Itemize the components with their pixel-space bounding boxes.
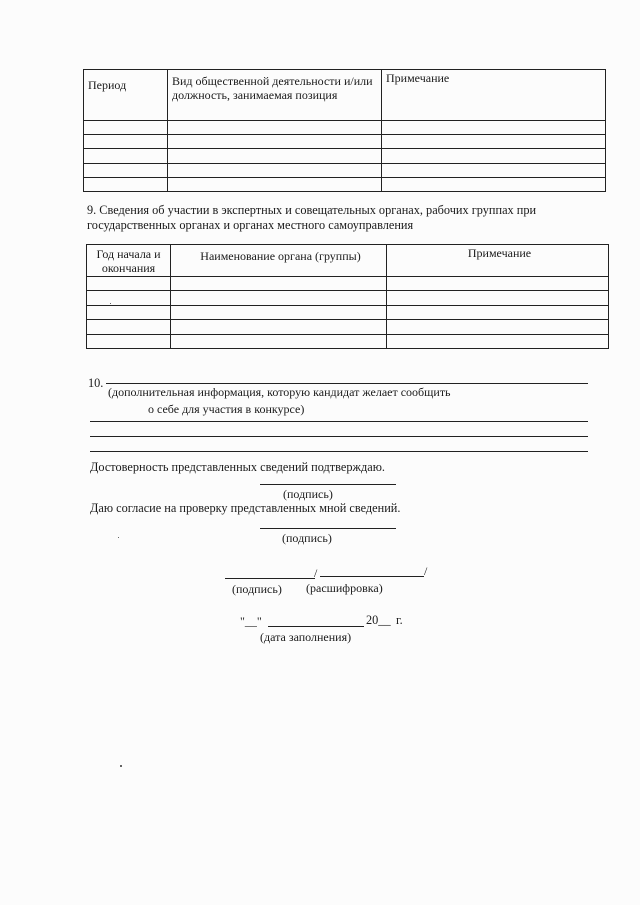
- decode-caption: (расшифровка): [306, 581, 383, 595]
- scan-speck: [110, 303, 111, 304]
- table-row: [87, 291, 609, 306]
- decode-slash: /: [424, 564, 428, 578]
- signature-line: [260, 484, 396, 485]
- table-row: [84, 121, 606, 135]
- table-header-row: [84, 70, 606, 121]
- table-row: [87, 277, 609, 291]
- fill-line: [90, 436, 588, 437]
- date-day-quotes: "__": [240, 614, 262, 628]
- confirmation-text: Достоверность представленных сведений подтверждаю.: [90, 460, 385, 474]
- scan-speck: [118, 537, 119, 538]
- signature-caption: (подпись): [232, 582, 282, 596]
- section-10-hint-line-1: (дополнительная информация, которую кандидат желает сообщить: [108, 385, 451, 399]
- date-year-suffix: г.: [396, 613, 403, 627]
- section-9-heading: 9. Сведения об участии в экспертных и совещательных органах, рабочих группах при государственных органах и органах местного самоуправления: [87, 203, 537, 232]
- header-body-name: Наименование органа (группы): [171, 245, 387, 277]
- header-note: Примечание: [382, 70, 606, 121]
- fill-line: [90, 451, 588, 452]
- public-activity-table: [83, 69, 606, 192]
- expert-bodies-table: [86, 244, 609, 349]
- date-month-line: [268, 626, 364, 627]
- table-header-row: [87, 245, 609, 277]
- header-years: Год начала и окончания: [87, 245, 171, 277]
- section-10-fill-line: [106, 383, 588, 384]
- header-period: Период: [84, 70, 168, 121]
- section-10-hint-line-2: о себе для участия в конкурсе): [148, 402, 305, 416]
- table-row: [84, 178, 606, 192]
- consent-text: Даю согласие на проверку представленных мной сведений.: [90, 501, 401, 515]
- signature-caption: (подпись): [283, 487, 333, 501]
- signature-line: [225, 578, 315, 579]
- table-row: [84, 164, 606, 178]
- table-row: [84, 135, 606, 149]
- header-activity: Вид общественной деятельности и/или должность, занимаемая позиция: [168, 70, 382, 121]
- table-row: [87, 306, 609, 320]
- header-note: Примечание: [387, 245, 609, 277]
- table-row: [87, 320, 609, 335]
- signature-slash: /: [314, 566, 318, 580]
- table-row: [87, 335, 609, 349]
- signature-caption: (подпись): [282, 531, 332, 545]
- scan-speck: [120, 765, 122, 767]
- date-caption: (дата заполнения): [260, 630, 352, 644]
- signature-line: [260, 528, 396, 529]
- date-year: 20__: [366, 613, 391, 627]
- section-10-number: 10.: [88, 376, 104, 390]
- table-row: [84, 149, 606, 164]
- decode-line: [320, 576, 424, 577]
- fill-line: [90, 421, 588, 422]
